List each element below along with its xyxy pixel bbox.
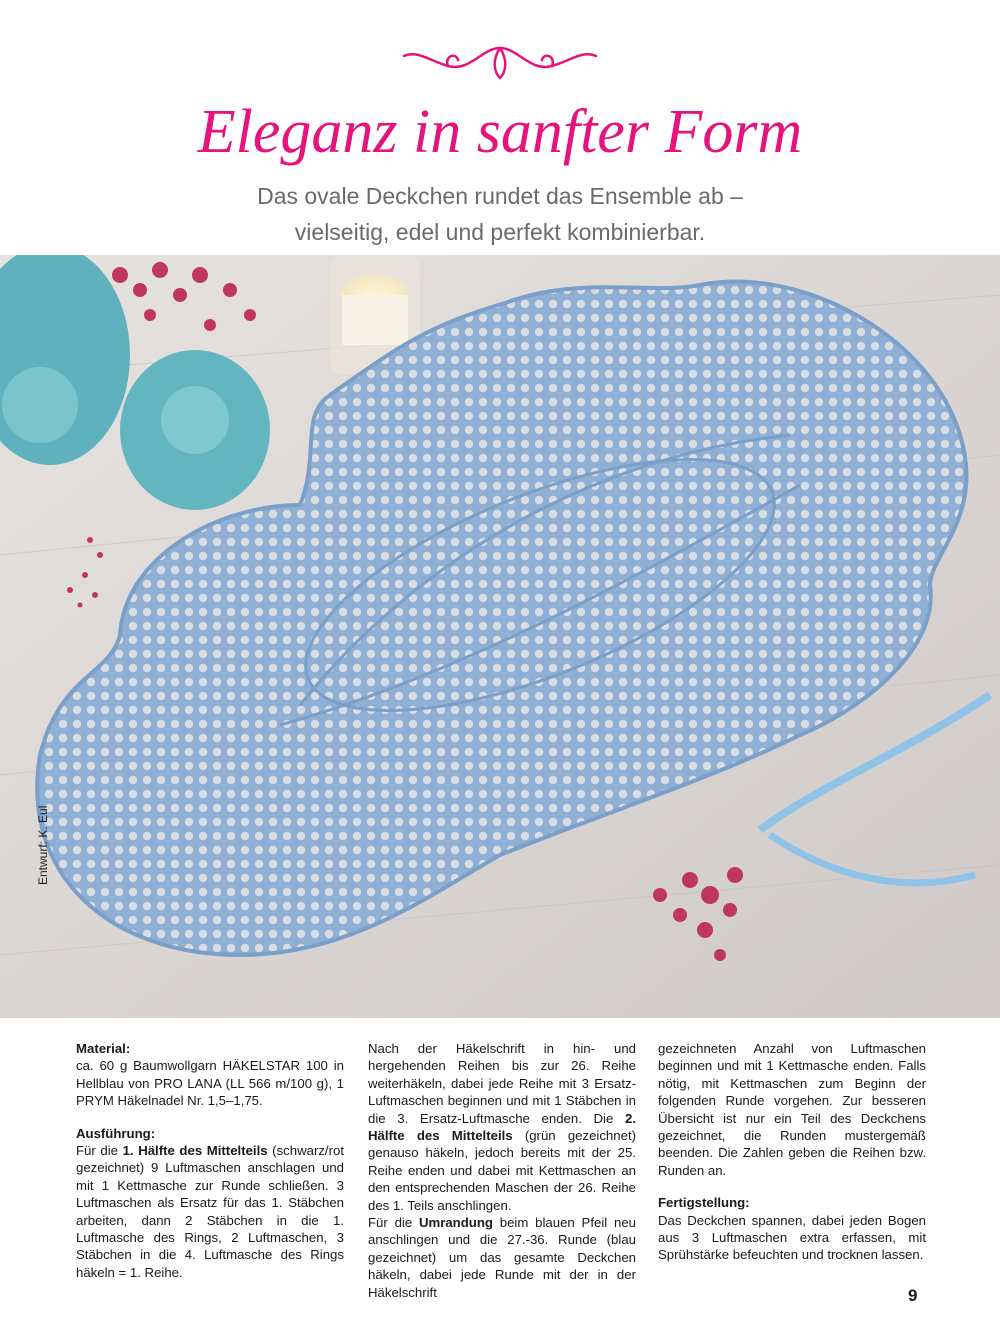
border-part: beim blauen Pfeil neu anschlingen und die 27.-36. Runde (blau gezeichnet) um das gesamte Deckchen häkeln, dabei jede Runde mit der in der Häkelschrift xyxy=(368,1215,636,1300)
border-text xyxy=(368,1214,636,1301)
execution-text-bold: 1. Hälfte des Mittelteils xyxy=(122,1143,268,1159)
page-number: 9 xyxy=(908,1286,918,1305)
second-half-part: (grün gezeichnet) genauso häkeln, jedoch bereits mit der 25. Reihe enden und dabei mit Kettmaschen an den entsprechenden Maschen der 26. Reihe des 1. Teils anschlingen. xyxy=(368,1128,636,1213)
execution-text-part: (schwarz/rot gezeichnet) 9 Luftmaschen anschlagen und mit 1 Kettmasche zur Runde schließen. 3 Luftmaschen als Ersatz für das 1. Stäbchen arbeiten, dann 2 Stäbchen in die 1. Luftmasche des Rings, 2 Luftmaschen, 3 Stäbchen in die 4. Luftmasche des Rings häkeln = 1. Reihe. xyxy=(76,1143,344,1280)
execution-heading: Ausführung: xyxy=(76,1125,156,1141)
photo-credit: Entwurf: K. Eul xyxy=(36,805,50,885)
subtitle xyxy=(0,178,1000,250)
second-half-part: Nach der Häkelschrift in hin- und hergehenden Reihen bis zur 26. Reihe weiterhäkeln, dabei jede Reihe mit 3 Ersatz-Luftmaschen beginnen und mit 1 Stäbchen in die 3. Ersatz-Luftmasche enden. Die xyxy=(368,1041,636,1126)
finishing-text: Das Deckchen spannen, dabei jeden Bogen aus 3 Luftmaschen extra erfassen, mit Sprühstärke befeuchten und trocknen lassen. xyxy=(658,1212,926,1263)
doily-photo xyxy=(0,255,1000,1018)
column-2 xyxy=(368,1040,636,1301)
column-3 xyxy=(658,1040,926,1264)
finishing-heading: Fertigstellung: xyxy=(658,1195,750,1211)
column-1 xyxy=(76,1040,344,1281)
subtitle-line-1: Das ovale Deckchen rundet das Ensemble ab – xyxy=(257,183,743,209)
border-part: Für die xyxy=(368,1215,419,1231)
material-heading: Material: xyxy=(76,1041,131,1056)
execution-text-part: Für die xyxy=(76,1143,123,1159)
title-ornament xyxy=(400,42,600,86)
second-half-text xyxy=(368,1040,636,1214)
subtitle-line-2: vielseitig, edel und perfekt kombinierbar. xyxy=(294,219,706,245)
rounds-text: gezeichneten Anzahl von Luftmaschen beginnen und mit 1 Kettmasche enden. Falls nötig, mit Kettmaschen zum Beginn der folgenden Runde vorgehen. Zur besseren Übersicht ist nur ein Teil des Deckchens gezeichnet, die Runden mustergemäß beenden. Die Zahlen geben die Reihen bzw. Runden an. xyxy=(658,1041,926,1178)
border-bold: Umrandung xyxy=(418,1215,493,1231)
second-half-bold: 2. Hälfte des Mittelteils xyxy=(368,1110,636,1144)
page-title: Eleganz in sanfter Form xyxy=(197,98,803,166)
execution-text xyxy=(76,1142,344,1281)
material-text: ca. 60 g Baumwollgarn HÄKELSTAR 100 in Hellblau von PRO LANA (LL 566 m/100 g), 1 PRYM Häkelnadel Nr. 1,5–1,75. xyxy=(76,1058,344,1109)
